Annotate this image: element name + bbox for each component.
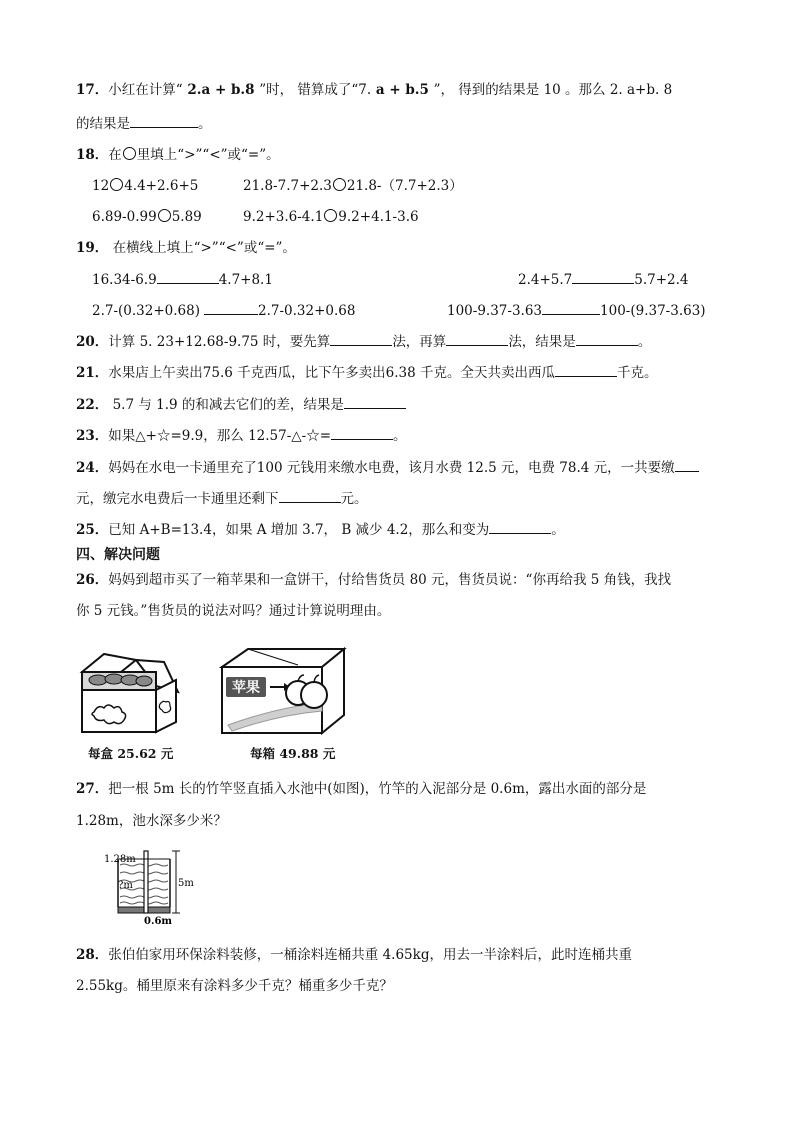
question-text: 小红在计算“ — [108, 82, 183, 98]
answer-blank[interactable] — [576, 331, 638, 346]
question-text: 在横线上填上“>”“<”或“=”。 — [108, 240, 296, 256]
expression: 100-(9.37-3.63) — [600, 303, 706, 319]
expression: 9.2+4.1-3.6 — [338, 209, 419, 225]
question-text: 妈妈在水电一卡通里充了100 元钱用来缴水电费，该月水费 12.5 元，电费 78.4 元，一共要缴 — [108, 460, 675, 476]
question-text: 里填上“>”“<”或“=”。 — [136, 147, 280, 163]
expression: 9.2+3.6-4.1 — [243, 209, 324, 225]
question-23 — [76, 425, 407, 446]
answer-blank[interactable] — [542, 300, 600, 315]
question-text: 。 — [198, 116, 212, 132]
water-depth-label: ?m — [118, 880, 133, 891]
compare-item — [243, 207, 419, 227]
expression: 2.a + b.8 — [182, 82, 260, 98]
question-27-line2 — [76, 811, 227, 831]
answer-circle[interactable] — [158, 209, 171, 222]
answer-blank[interactable] — [572, 269, 634, 284]
expression: 100-9.37-3.63 — [447, 303, 543, 319]
expression: 21.8-7.7+2.3 — [243, 178, 332, 194]
expression: 2.7-(0.32+0.68) — [92, 303, 200, 319]
question-text: 计算 5. 23+12.68-9.75 时，要先算 — [108, 334, 331, 350]
above-water-label: 1.28m — [104, 854, 136, 865]
section-title: 四、解决问题 — [76, 547, 160, 563]
answer-blank[interactable] — [489, 519, 551, 534]
question-text: 2.55kg。桶里原来有涂料多少千克？桶重多少千克？ — [76, 978, 393, 994]
question-text: 5.7 与 1.9 的和减去它们的差，结果是 — [108, 397, 344, 413]
question-text: 千克。 — [617, 365, 658, 381]
answer-blank[interactable] — [675, 457, 699, 472]
question-21 — [76, 362, 658, 383]
answer-blank[interactable] — [330, 331, 392, 346]
question-17 — [76, 80, 672, 100]
compare-item — [92, 269, 273, 290]
expression: 16.34-6.9 — [92, 272, 157, 288]
expression: 12 — [92, 178, 110, 194]
question-text: 。 — [393, 428, 407, 444]
expression: 4.7+8.1 — [218, 272, 273, 288]
question-number: 27． — [76, 781, 109, 797]
question-text: 如果△+☆=9.9，那么 12.57-△-☆= — [108, 428, 332, 444]
question-18 — [76, 145, 280, 165]
question-28-line2 — [76, 976, 393, 996]
expression: 6.89-0.99 — [92, 209, 157, 225]
expression: 4.4+2.6+5 — [124, 178, 199, 194]
answer-blank[interactable] — [130, 113, 198, 128]
answer-blank[interactable] — [204, 300, 258, 315]
pond-diagram — [104, 845, 212, 925]
answer-blank[interactable] — [446, 331, 508, 346]
question-number: 25． — [76, 522, 109, 538]
answer-blank[interactable] — [344, 394, 406, 409]
compare-item — [243, 176, 463, 196]
question-26-line2 — [76, 601, 390, 621]
question-19 — [76, 238, 296, 258]
compare-item — [92, 207, 202, 227]
expression: 5.89 — [171, 209, 202, 225]
compare-item — [92, 176, 198, 196]
apple-box-icon — [218, 645, 350, 737]
question-26 — [76, 570, 671, 590]
question-text: 把一根 5m 长的竹竿竖直插入水池中(如图)，竹竿的入泥部分是 0.6m，露出水面的部分是 — [108, 781, 647, 797]
question-number: 21． — [76, 365, 109, 381]
box-label: 苹果 — [232, 680, 260, 696]
expression: 2.4+5.7 — [518, 272, 573, 288]
price-caption: 每箱 49.88 元 — [250, 746, 336, 761]
question-22 — [76, 394, 406, 415]
question-27 — [76, 779, 646, 799]
question-number: 17． — [76, 82, 109, 98]
question-17-line2 — [76, 113, 212, 134]
answer-blank[interactable] — [279, 488, 341, 503]
question-text: 在 — [108, 147, 122, 163]
question-text: 法，结果是 — [508, 334, 576, 350]
answer-blank[interactable] — [157, 269, 219, 284]
compare-item — [92, 300, 355, 321]
question-28 — [76, 945, 632, 965]
expression: 2.7-0.32+0.68 — [258, 303, 356, 319]
question-20 — [76, 331, 651, 352]
question-24 — [76, 457, 699, 478]
expression: a + b.5 — [371, 82, 434, 98]
question-number: 20． — [76, 334, 109, 350]
question-text: 1.28m，池水深多少米？ — [76, 813, 227, 829]
question-text: 你 5 元钱。”售货员的说法对吗？通过计算说明理由。 — [76, 603, 391, 619]
price-caption: 每盒 25.62 元 — [88, 746, 174, 761]
question-text: 法，再算 — [392, 334, 447, 350]
question-text: ”， 得到的结果是 10 。那么 2. a+b. 8 — [433, 82, 673, 98]
answer-circle[interactable] — [333, 178, 346, 191]
question-number: 24． — [76, 460, 109, 476]
question-25 — [76, 519, 565, 540]
answer-blank[interactable] — [555, 362, 617, 377]
question-number: 28． — [76, 947, 109, 963]
mud-depth-label: 0.6m — [144, 916, 172, 925]
question-text: 张伯伯家用环保涂料装修，一桶涂料连桶共重 4.65kg，用去一半涂料后，此时连桶共重 — [108, 947, 632, 963]
question-text: 的结果是 — [76, 116, 130, 132]
question-number: 22． — [76, 397, 109, 413]
expression: 5.7+2.4 — [634, 272, 689, 288]
cookie-box-icon — [76, 650, 188, 736]
question-number: 23． — [76, 428, 109, 444]
question-text: 已知 A+B=13.4，如果 A 增加 3.7， B 减少 4.2，那么和变为 — [108, 522, 490, 538]
question-text: 。 — [551, 522, 565, 538]
question-number: 19． — [76, 240, 109, 256]
question-text: 元，缴完水电费后一卡通里还剩下 — [76, 491, 279, 507]
question-number: 26． — [76, 572, 109, 588]
total-length-label: 5m — [178, 878, 194, 889]
question-text: 。 — [637, 334, 652, 350]
question-text: ”时， 错算成了“7. — [259, 82, 372, 98]
question-text: 妈妈到超市买了一箱苹果和一盒饼干，付给售货员 80 元，售货员说：“你再给我 5 角钱，我找 — [108, 572, 672, 588]
question-text: 水果店上午卖出75.6 千克西瓜，比下午多卖出6.38 千克。全天共卖出西瓜 — [108, 365, 555, 381]
circle-icon — [123, 147, 136, 160]
answer-circle[interactable] — [110, 178, 123, 191]
question-24-line2 — [76, 488, 368, 509]
answer-circle[interactable] — [324, 209, 337, 222]
expression: 21.8-（7.7+2.3） — [346, 178, 463, 194]
question-number: 18． — [76, 147, 109, 163]
question-text: 元。 — [340, 491, 368, 507]
compare-item — [518, 269, 689, 290]
answer-blank[interactable] — [331, 425, 393, 440]
compare-item — [447, 300, 706, 321]
